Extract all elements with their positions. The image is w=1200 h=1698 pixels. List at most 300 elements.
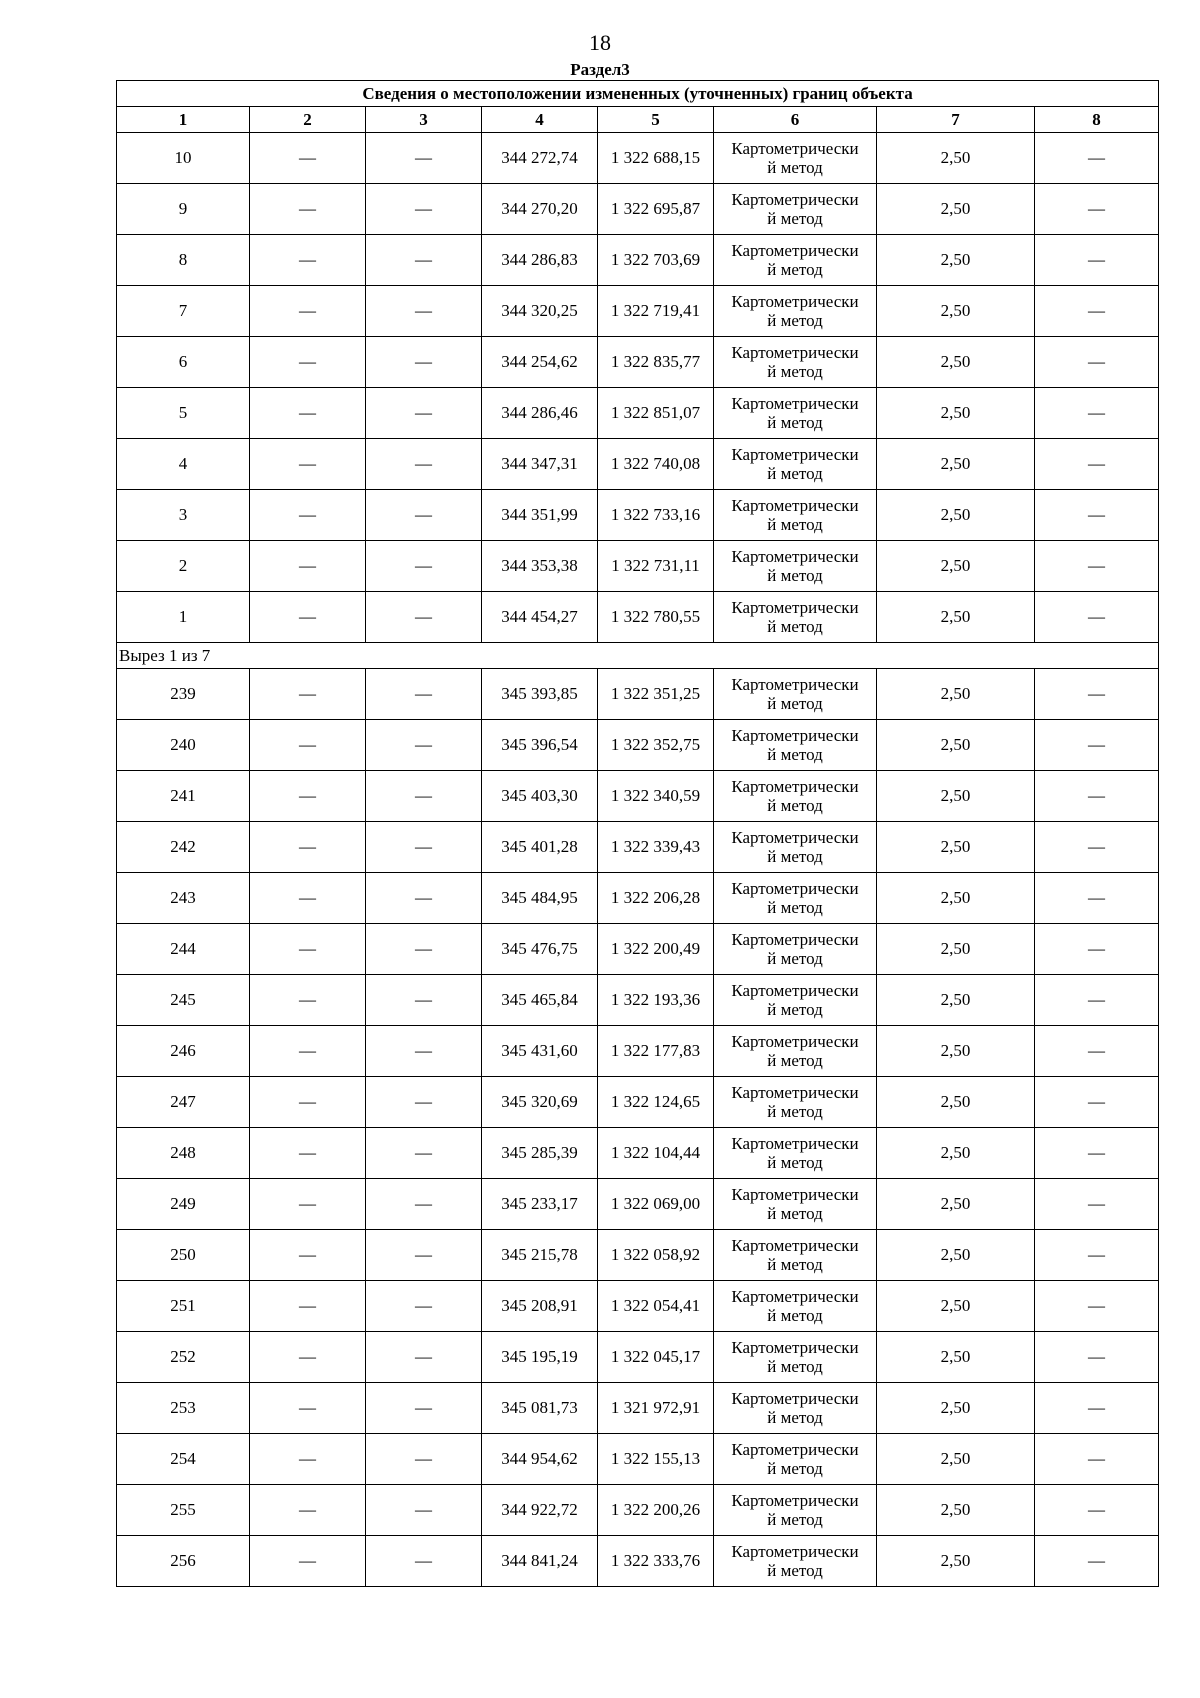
x-coordinate-cell: 345 465,84 [482, 975, 598, 1026]
method-line-2: й метод [767, 1153, 823, 1172]
table-caption: Сведения о местоположении измененных (уточненных) границ объекта [117, 81, 1159, 107]
y-coordinate-cell: 1 322 740,08 [598, 439, 714, 490]
accuracy-cell: 2,50 [877, 975, 1035, 1026]
method-cell [714, 975, 877, 1026]
y-coordinate-cell: 1 322 703,69 [598, 235, 714, 286]
method-cell [714, 1485, 877, 1536]
empty-dash-cell: — [366, 720, 482, 771]
empty-dash-cell: — [250, 1281, 366, 1332]
method-line-1: Картометрически [731, 190, 859, 209]
point-number-cell: 250 [117, 1230, 250, 1281]
accuracy-cell: 2,50 [877, 1332, 1035, 1383]
method-line-1: Картометрически [731, 241, 859, 260]
y-coordinate-cell: 1 322 045,17 [598, 1332, 714, 1383]
method-cell [714, 1230, 877, 1281]
method-line-2: й метод [767, 949, 823, 968]
table-row [117, 286, 1159, 337]
method-line-1: Картометрически [731, 598, 859, 617]
x-coordinate-cell: 344 320,25 [482, 286, 598, 337]
point-number-cell: 254 [117, 1434, 250, 1485]
method-cell [714, 388, 877, 439]
accuracy-cell: 2,50 [877, 592, 1035, 643]
method-line-1: Картометрически [731, 1389, 859, 1408]
y-coordinate-cell: 1 322 124,65 [598, 1077, 714, 1128]
empty-dash-cell: — [366, 1281, 482, 1332]
y-coordinate-cell: 1 322 351,25 [598, 669, 714, 720]
method-line-2: й метод [767, 311, 823, 330]
y-coordinate-cell: 1 322 200,26 [598, 1485, 714, 1536]
empty-dash-cell: — [366, 1332, 482, 1383]
y-coordinate-cell: 1 322 731,11 [598, 541, 714, 592]
method-line-1: Картометрически [731, 675, 859, 694]
empty-dash-cell: — [1035, 1230, 1159, 1281]
accuracy-cell: 2,50 [877, 924, 1035, 975]
boundary-coordinates-table [116, 80, 1159, 1587]
point-number-cell: 2 [117, 541, 250, 592]
y-coordinate-cell: 1 322 200,49 [598, 924, 714, 975]
x-coordinate-cell: 344 841,24 [482, 1536, 598, 1587]
point-number-cell: 248 [117, 1128, 250, 1179]
empty-dash-cell: — [250, 1230, 366, 1281]
accuracy-cell: 2,50 [877, 720, 1035, 771]
empty-dash-cell: — [250, 1485, 366, 1536]
table-row [117, 439, 1159, 490]
method-line-2: й метод [767, 1102, 823, 1121]
x-coordinate-cell: 344 353,38 [482, 541, 598, 592]
method-line-1: Картометрически [731, 1338, 859, 1357]
method-cell [714, 235, 877, 286]
method-cell [714, 720, 877, 771]
column-header: 8 [1035, 107, 1159, 133]
method-line-2: й метод [767, 1204, 823, 1223]
empty-dash-cell: — [1035, 1179, 1159, 1230]
empty-dash-cell: — [366, 490, 482, 541]
empty-dash-cell: — [366, 235, 482, 286]
empty-dash-cell: — [1035, 1128, 1159, 1179]
y-coordinate-cell: 1 322 339,43 [598, 822, 714, 873]
x-coordinate-cell: 344 286,83 [482, 235, 598, 286]
point-number-cell: 9 [117, 184, 250, 235]
method-line-2: й метод [767, 413, 823, 432]
empty-dash-cell: — [366, 439, 482, 490]
page-number: 18 [589, 30, 611, 55]
accuracy-cell: 2,50 [877, 873, 1035, 924]
empty-dash-cell: — [250, 1434, 366, 1485]
empty-dash-cell: — [250, 184, 366, 235]
table-row [117, 1485, 1159, 1536]
empty-dash-cell: — [366, 337, 482, 388]
method-cell [714, 439, 877, 490]
method-line-1: Картометрически [731, 139, 859, 158]
y-coordinate-cell: 1 322 104,44 [598, 1128, 714, 1179]
x-coordinate-cell: 345 233,17 [482, 1179, 598, 1230]
method-line-2: й метод [767, 1561, 823, 1580]
empty-dash-cell: — [366, 1179, 482, 1230]
table-row [117, 1434, 1159, 1485]
method-line-2: й метод [767, 158, 823, 177]
method-cell [714, 592, 877, 643]
method-cell [714, 1026, 877, 1077]
empty-dash-cell: — [366, 771, 482, 822]
table-row [117, 975, 1159, 1026]
point-number-cell: 249 [117, 1179, 250, 1230]
table-row [117, 1179, 1159, 1230]
empty-dash-cell: — [250, 1179, 366, 1230]
method-cell [714, 490, 877, 541]
empty-dash-cell: — [250, 1128, 366, 1179]
x-coordinate-cell: 344 254,62 [482, 337, 598, 388]
empty-dash-cell: — [366, 873, 482, 924]
method-line-1: Картометрически [731, 547, 859, 566]
empty-dash-cell: — [1035, 133, 1159, 184]
empty-dash-cell: — [250, 669, 366, 720]
empty-dash-cell: — [250, 1077, 366, 1128]
table-body-group-1 [117, 133, 1159, 643]
accuracy-cell: 2,50 [877, 388, 1035, 439]
method-line-1: Картометрически [731, 1542, 859, 1561]
method-cell [714, 1281, 877, 1332]
empty-dash-cell: — [1035, 1332, 1159, 1383]
method-cell [714, 184, 877, 235]
x-coordinate-cell: 345 431,60 [482, 1026, 598, 1077]
method-cell [714, 771, 877, 822]
empty-dash-cell: — [1035, 490, 1159, 541]
empty-dash-cell: — [250, 286, 366, 337]
x-coordinate-cell: 344 286,46 [482, 388, 598, 439]
empty-dash-cell: — [1035, 592, 1159, 643]
empty-dash-cell: — [250, 235, 366, 286]
x-coordinate-cell: 344 454,27 [482, 592, 598, 643]
method-line-1: Картометрически [731, 496, 859, 515]
empty-dash-cell: — [366, 1026, 482, 1077]
y-coordinate-cell: 1 321 972,91 [598, 1383, 714, 1434]
method-line-1: Картометрически [731, 726, 859, 745]
empty-dash-cell: — [366, 184, 482, 235]
method-cell [714, 1434, 877, 1485]
method-line-2: й метод [767, 1306, 823, 1325]
accuracy-cell: 2,50 [877, 1128, 1035, 1179]
method-line-2: й метод [767, 1051, 823, 1070]
point-number-cell: 239 [117, 669, 250, 720]
method-cell [714, 1128, 877, 1179]
method-cell [714, 822, 877, 873]
accuracy-cell: 2,50 [877, 184, 1035, 235]
point-number-cell: 4 [117, 439, 250, 490]
accuracy-cell: 2,50 [877, 337, 1035, 388]
empty-dash-cell: — [250, 541, 366, 592]
method-cell [714, 1536, 877, 1587]
column-header: 4 [482, 107, 598, 133]
table-row [117, 669, 1159, 720]
method-line-1: Картометрически [731, 879, 859, 898]
point-number-cell: 10 [117, 133, 250, 184]
accuracy-cell: 2,50 [877, 286, 1035, 337]
empty-dash-cell: — [250, 490, 366, 541]
method-cell [714, 541, 877, 592]
point-number-cell: 256 [117, 1536, 250, 1587]
x-coordinate-cell: 345 393,85 [482, 669, 598, 720]
accuracy-cell: 2,50 [877, 1026, 1035, 1077]
column-header: 2 [250, 107, 366, 133]
method-line-2: й метод [767, 260, 823, 279]
section-title: Раздел3 [570, 60, 630, 79]
empty-dash-cell: — [366, 1077, 482, 1128]
y-coordinate-cell: 1 322 155,13 [598, 1434, 714, 1485]
method-line-2: й метод [767, 566, 823, 585]
point-number-cell: 6 [117, 337, 250, 388]
empty-dash-cell: — [366, 1383, 482, 1434]
accuracy-cell: 2,50 [877, 1485, 1035, 1536]
column-header: 5 [598, 107, 714, 133]
empty-dash-cell: — [1035, 541, 1159, 592]
column-header: 7 [877, 107, 1035, 133]
method-line-1: Картометрически [731, 1440, 859, 1459]
y-coordinate-cell: 1 322 835,77 [598, 337, 714, 388]
y-coordinate-cell: 1 322 851,07 [598, 388, 714, 439]
y-coordinate-cell: 1 322 340,59 [598, 771, 714, 822]
empty-dash-cell: — [250, 771, 366, 822]
method-cell [714, 1077, 877, 1128]
method-cell [714, 924, 877, 975]
method-line-1: Картометрически [731, 981, 859, 1000]
empty-dash-cell: — [1035, 975, 1159, 1026]
method-line-2: й метод [767, 796, 823, 815]
empty-dash-cell: — [250, 924, 366, 975]
x-coordinate-cell: 345 081,73 [482, 1383, 598, 1434]
method-cell [714, 1332, 877, 1383]
table-row [117, 592, 1159, 643]
table-row [117, 235, 1159, 286]
method-line-1: Картометрически [731, 1134, 859, 1153]
method-cell [714, 286, 877, 337]
method-line-2: й метод [767, 694, 823, 713]
point-number-cell: 240 [117, 720, 250, 771]
accuracy-cell: 2,50 [877, 1077, 1035, 1128]
point-number-cell: 8 [117, 235, 250, 286]
empty-dash-cell: — [250, 439, 366, 490]
method-line-2: й метод [767, 464, 823, 483]
table-row [117, 924, 1159, 975]
empty-dash-cell: — [366, 592, 482, 643]
empty-dash-cell: — [250, 975, 366, 1026]
method-line-2: й метод [767, 1357, 823, 1376]
empty-dash-cell: — [250, 1383, 366, 1434]
point-number-cell: 3 [117, 490, 250, 541]
point-number-cell: 242 [117, 822, 250, 873]
method-cell [714, 1179, 877, 1230]
accuracy-cell: 2,50 [877, 490, 1035, 541]
x-coordinate-cell: 344 347,31 [482, 439, 598, 490]
accuracy-cell: 2,50 [877, 822, 1035, 873]
method-line-1: Картометрически [731, 828, 859, 847]
empty-dash-cell: — [366, 1485, 482, 1536]
empty-dash-cell: — [366, 541, 482, 592]
y-coordinate-cell: 1 322 695,87 [598, 184, 714, 235]
method-line-1: Картометрически [731, 1083, 859, 1102]
table-row [117, 1077, 1159, 1128]
x-coordinate-cell: 344 954,62 [482, 1434, 598, 1485]
accuracy-cell: 2,50 [877, 439, 1035, 490]
table-row [117, 184, 1159, 235]
empty-dash-cell: — [1035, 1077, 1159, 1128]
y-coordinate-cell: 1 322 069,00 [598, 1179, 714, 1230]
table-row [117, 873, 1159, 924]
point-number-cell: 241 [117, 771, 250, 822]
empty-dash-cell: — [1035, 1281, 1159, 1332]
empty-dash-cell: — [250, 873, 366, 924]
table-row [117, 490, 1159, 541]
empty-dash-cell: — [1035, 184, 1159, 235]
empty-dash-cell: — [1035, 439, 1159, 490]
x-coordinate-cell: 345 208,91 [482, 1281, 598, 1332]
empty-dash-cell: — [366, 1536, 482, 1587]
table-row [117, 337, 1159, 388]
method-cell [714, 337, 877, 388]
empty-dash-cell: — [366, 822, 482, 873]
empty-dash-cell: — [250, 720, 366, 771]
empty-dash-cell: — [366, 286, 482, 337]
table-row [117, 1332, 1159, 1383]
method-line-2: й метод [767, 1459, 823, 1478]
empty-dash-cell: — [250, 592, 366, 643]
method-cell [714, 669, 877, 720]
empty-dash-cell: — [250, 337, 366, 388]
table-row [117, 1536, 1159, 1587]
empty-dash-cell: — [366, 975, 482, 1026]
table-row [117, 1383, 1159, 1434]
method-line-1: Картометрически [731, 1287, 859, 1306]
empty-dash-cell: — [366, 924, 482, 975]
method-line-1: Картометрически [731, 1491, 859, 1510]
accuracy-cell: 2,50 [877, 1179, 1035, 1230]
method-line-2: й метод [767, 1000, 823, 1019]
x-coordinate-cell: 344 922,72 [482, 1485, 598, 1536]
x-coordinate-cell: 344 351,99 [482, 490, 598, 541]
column-header: 3 [366, 107, 482, 133]
y-coordinate-cell: 1 322 054,41 [598, 1281, 714, 1332]
accuracy-cell: 2,50 [877, 1383, 1035, 1434]
method-line-1: Картометрически [731, 445, 859, 464]
method-line-2: й метод [767, 1255, 823, 1274]
empty-dash-cell: — [1035, 1383, 1159, 1434]
x-coordinate-cell: 345 285,39 [482, 1128, 598, 1179]
method-line-1: Картометрически [731, 1236, 859, 1255]
empty-dash-cell: — [1035, 1536, 1159, 1587]
x-coordinate-cell: 345 320,69 [482, 1077, 598, 1128]
method-line-2: й метод [767, 209, 823, 228]
table-row [117, 541, 1159, 592]
x-coordinate-cell: 345 215,78 [482, 1230, 598, 1281]
point-number-cell: 245 [117, 975, 250, 1026]
empty-dash-cell: — [366, 669, 482, 720]
table-row [117, 822, 1159, 873]
empty-dash-cell: — [1035, 720, 1159, 771]
empty-dash-cell: — [1035, 286, 1159, 337]
accuracy-cell: 2,50 [877, 1230, 1035, 1281]
column-header: 6 [714, 107, 877, 133]
accuracy-cell: 2,50 [877, 1434, 1035, 1485]
method-line-2: й метод [767, 1510, 823, 1529]
empty-dash-cell: — [1035, 822, 1159, 873]
point-number-cell: 246 [117, 1026, 250, 1077]
empty-dash-cell: — [1035, 873, 1159, 924]
empty-dash-cell: — [1035, 1026, 1159, 1077]
empty-dash-cell: — [1035, 337, 1159, 388]
empty-dash-cell: — [1035, 235, 1159, 286]
point-number-cell: 243 [117, 873, 250, 924]
empty-dash-cell: — [250, 1536, 366, 1587]
table-row [117, 720, 1159, 771]
point-number-cell: 253 [117, 1383, 250, 1434]
table-row [117, 1230, 1159, 1281]
empty-dash-cell: — [1035, 771, 1159, 822]
y-coordinate-cell: 1 322 688,15 [598, 133, 714, 184]
accuracy-cell: 2,50 [877, 771, 1035, 822]
method-cell [714, 873, 877, 924]
y-coordinate-cell: 1 322 733,16 [598, 490, 714, 541]
point-number-cell: 252 [117, 1332, 250, 1383]
y-coordinate-cell: 1 322 058,92 [598, 1230, 714, 1281]
x-coordinate-cell: 345 403,30 [482, 771, 598, 822]
method-line-1: Картометрически [731, 292, 859, 311]
y-coordinate-cell: 1 322 352,75 [598, 720, 714, 771]
empty-dash-cell: — [1035, 1434, 1159, 1485]
table-row [117, 1281, 1159, 1332]
cutout-row [117, 643, 1159, 669]
point-number-cell: 5 [117, 388, 250, 439]
y-coordinate-cell: 1 322 780,55 [598, 592, 714, 643]
table-row [117, 388, 1159, 439]
y-coordinate-cell: 1 322 177,83 [598, 1026, 714, 1077]
x-coordinate-cell: 345 484,95 [482, 873, 598, 924]
method-line-1: Картометрически [731, 343, 859, 362]
method-cell [714, 1383, 877, 1434]
x-coordinate-cell: 345 476,75 [482, 924, 598, 975]
method-line-1: Картометрически [731, 394, 859, 413]
method-line-1: Картометрически [731, 777, 859, 796]
empty-dash-cell: — [366, 1230, 482, 1281]
empty-dash-cell: — [1035, 388, 1159, 439]
method-line-2: й метод [767, 515, 823, 534]
table-row [117, 1128, 1159, 1179]
method-line-2: й метод [767, 362, 823, 381]
y-coordinate-cell: 1 322 719,41 [598, 286, 714, 337]
method-line-2: й метод [767, 898, 823, 917]
point-number-cell: 7 [117, 286, 250, 337]
column-header-row [117, 107, 1159, 133]
method-line-1: Картометрически [731, 1032, 859, 1051]
empty-dash-cell: — [1035, 924, 1159, 975]
accuracy-cell: 2,50 [877, 235, 1035, 286]
point-number-cell: 244 [117, 924, 250, 975]
accuracy-cell: 2,50 [877, 541, 1035, 592]
empty-dash-cell: — [250, 1332, 366, 1383]
column-header: 1 [117, 107, 250, 133]
empty-dash-cell: — [366, 1434, 482, 1485]
accuracy-cell: 2,50 [877, 1281, 1035, 1332]
empty-dash-cell: — [250, 822, 366, 873]
method-line-2: й метод [767, 617, 823, 636]
table-body-group-2 [117, 669, 1159, 1587]
method-cell [714, 133, 877, 184]
empty-dash-cell: — [366, 388, 482, 439]
x-coordinate-cell: 345 401,28 [482, 822, 598, 873]
point-number-cell: 255 [117, 1485, 250, 1536]
empty-dash-cell: — [250, 133, 366, 184]
accuracy-cell: 2,50 [877, 1536, 1035, 1587]
point-number-cell: 247 [117, 1077, 250, 1128]
table-row [117, 1026, 1159, 1077]
